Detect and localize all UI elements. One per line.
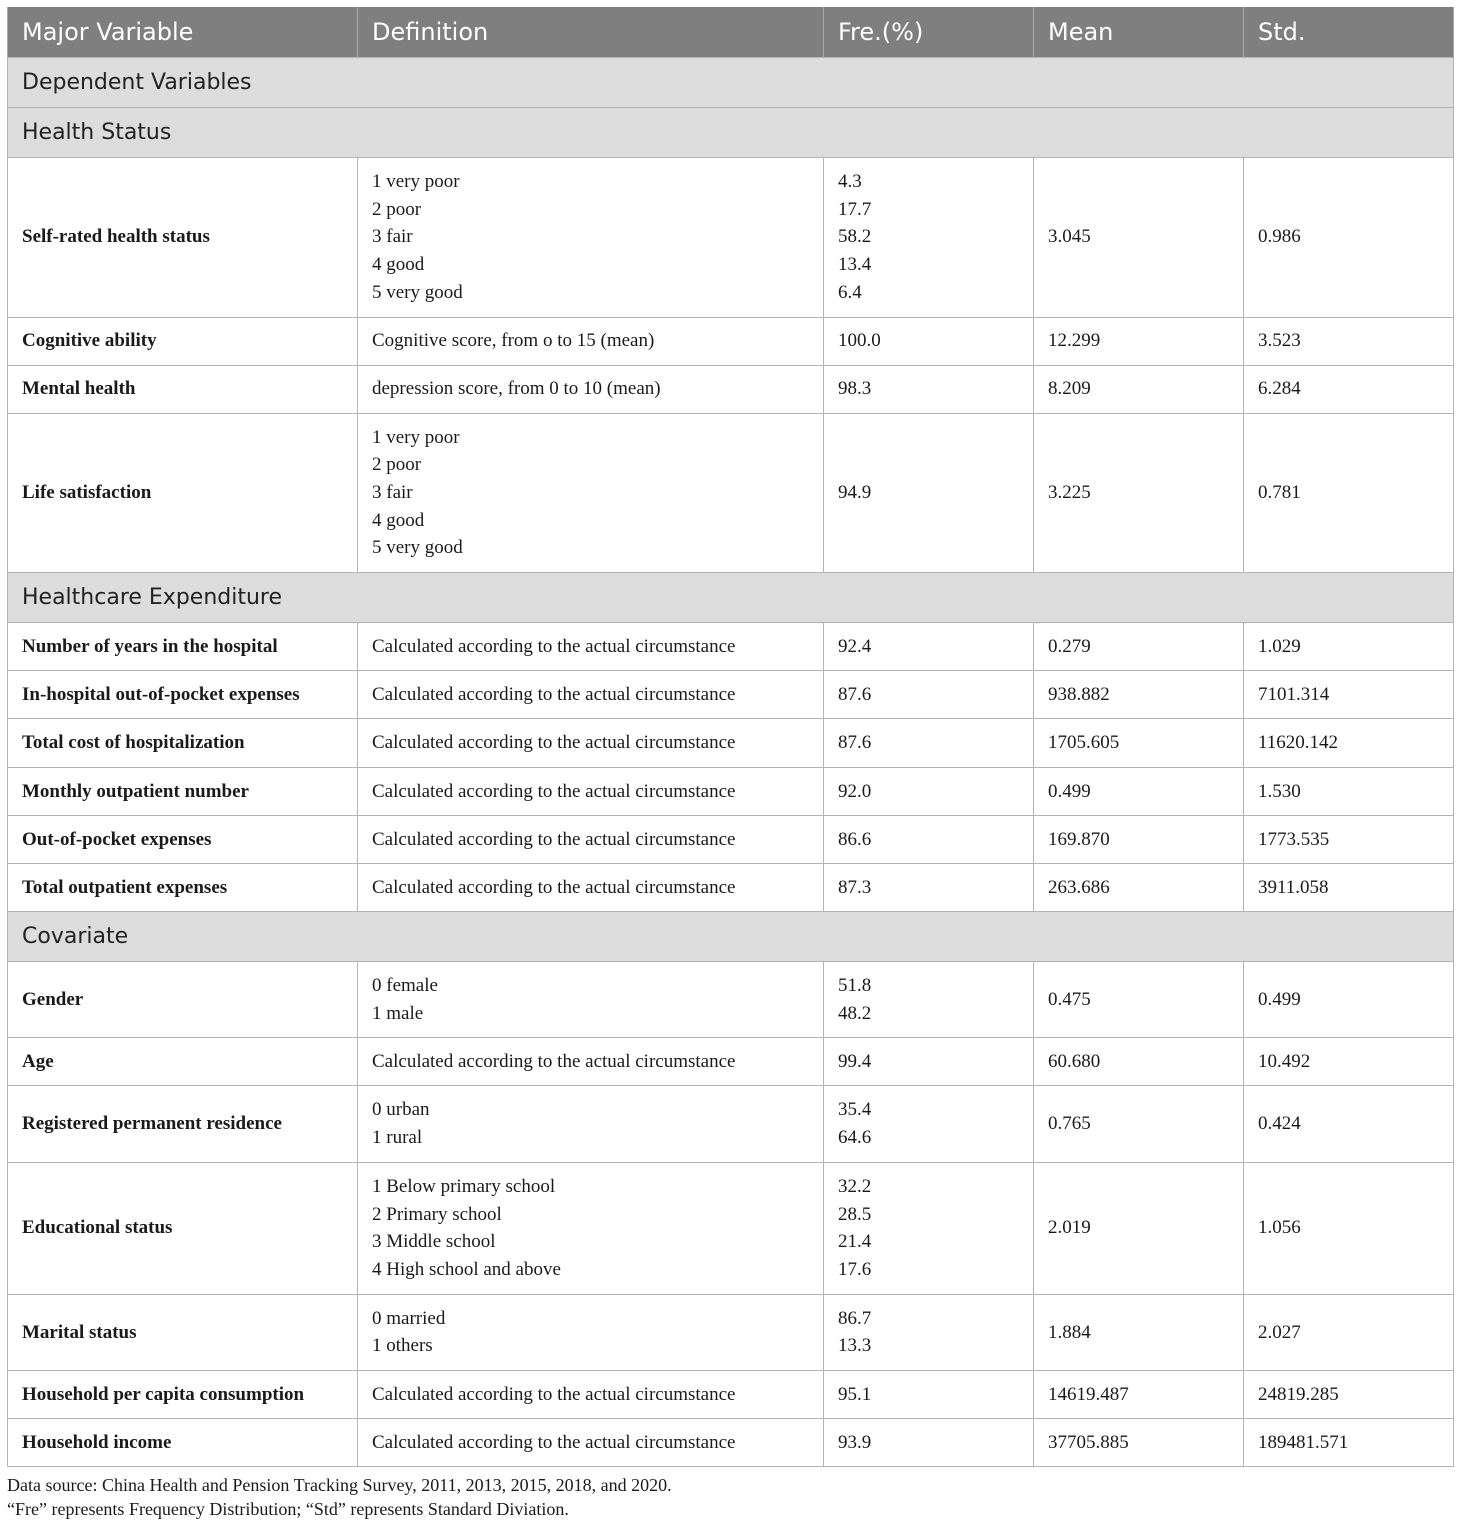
note-data-source: Data source: China Health and Pension Tracking Survey, 2011, 2013, 2015, 2018, and 2020. — [7, 1475, 672, 1495]
definition-cell — [358, 623, 824, 671]
frequency-cell — [824, 816, 1034, 864]
frequency-cell-line: 4.3 — [838, 171, 862, 192]
table-row — [8, 864, 1454, 912]
definition-cell — [358, 671, 824, 719]
definition-cell — [358, 864, 824, 912]
std-cell: 1.056 — [1244, 1162, 1454, 1294]
variable-name: Household per capita consumption — [8, 1371, 358, 1419]
mean-cell: 60.680 — [1034, 1038, 1244, 1086]
variable-name: Gender — [8, 962, 358, 1038]
frequency-cell — [824, 962, 1034, 1038]
header-definition: Definition — [358, 7, 824, 58]
table-row — [8, 1086, 1454, 1162]
std-cell: 0.781 — [1244, 413, 1454, 573]
std-cell: 0.424 — [1244, 1086, 1454, 1162]
frequency-cell-line: 86.6 — [838, 828, 872, 850]
definition-cell — [358, 816, 824, 864]
definition-cell-line: 2 poor — [372, 454, 422, 476]
mean-cell: 2.019 — [1034, 1162, 1244, 1294]
frequency-cell-line: 99.4 — [838, 1051, 872, 1073]
table-row — [8, 317, 1454, 365]
table-row — [8, 158, 1454, 318]
table-row — [8, 365, 1454, 413]
table-row — [8, 1038, 1454, 1086]
frequency-cell-line: 58.2 — [838, 226, 872, 248]
mean-cell: 0.765 — [1034, 1086, 1244, 1162]
frequency-cell-line: 32.2 — [838, 1175, 872, 1197]
frequency-cell — [824, 1162, 1034, 1294]
std-cell: 0.986 — [1244, 158, 1454, 318]
frequency-cell-line: 51.8 — [838, 975, 872, 997]
mean-cell: 37705.885 — [1034, 1419, 1244, 1467]
frequency-cell-line: 17.7 — [838, 198, 872, 220]
variable-name: Household income — [8, 1419, 358, 1467]
frequency-cell-line: 21.4 — [838, 1231, 872, 1253]
std-cell: 0.499 — [1244, 962, 1454, 1038]
definition-cell-line: Calculated according to the actual circumstance — [372, 828, 736, 850]
variable-name: Marital status — [8, 1294, 358, 1370]
frequency-cell-line: 13.4 — [838, 254, 872, 276]
table-notes — [7, 1473, 672, 1521]
frequency-cell — [824, 317, 1034, 365]
variable-name: Age — [8, 1038, 358, 1086]
definition-cell-line: Calculated according to the actual circumstance — [372, 683, 736, 705]
table-header — [8, 7, 1454, 58]
note-abbreviations: “Fre” represents Frequency Distribution; “Std” represents Standard Diviation. — [7, 1499, 569, 1519]
frequency-cell-line: 87.3 — [838, 876, 872, 898]
header-std: Std. — [1244, 7, 1454, 58]
definition-cell — [358, 768, 824, 816]
frequency-cell-line: 6.4 — [838, 281, 862, 303]
header-mean: Mean — [1034, 7, 1244, 58]
definition-cell-line: 1 rural — [372, 1127, 423, 1149]
mean-cell: 12.299 — [1034, 317, 1244, 365]
frequency-cell — [824, 365, 1034, 413]
mean-cell: 14619.487 — [1034, 1371, 1244, 1419]
std-cell: 11620.142 — [1244, 719, 1454, 768]
definition-cell-line: Calculated according to the actual circumstance — [372, 1383, 736, 1405]
table-container — [7, 7, 1453, 1467]
frequency-cell — [824, 1294, 1034, 1370]
definition-cell-line: 5 very good — [372, 537, 463, 559]
definition-cell-line: 5 very good — [372, 281, 463, 303]
definition-cell — [358, 1038, 824, 1086]
definition-cell — [358, 158, 824, 318]
definition-cell-line: 2 Primary school — [372, 1203, 502, 1225]
section-title: Covariate — [8, 912, 1454, 962]
definition-cell — [358, 1419, 824, 1467]
table-row — [8, 962, 1454, 1038]
definition-cell — [358, 719, 824, 768]
std-cell: 3.523 — [1244, 317, 1454, 365]
std-cell: 7101.314 — [1244, 671, 1454, 719]
frequency-cell — [824, 623, 1034, 671]
mean-cell: 263.686 — [1034, 864, 1244, 912]
definition-cell — [358, 1162, 824, 1294]
table-row — [8, 768, 1454, 816]
definition-cell-line: 1 very poor — [372, 171, 460, 192]
variable-name: Self-rated health status — [8, 158, 358, 318]
frequency-cell-line: 28.5 — [838, 1203, 872, 1225]
variable-name: Educational status — [8, 1162, 358, 1294]
frequency-cell-line: 98.3 — [838, 378, 872, 400]
std-cell: 2.027 — [1244, 1294, 1454, 1370]
definition-cell — [358, 1371, 824, 1419]
frequency-cell — [824, 864, 1034, 912]
section-header-row — [8, 108, 1454, 158]
variable-name: In-hospital out-of-pocket expenses — [8, 671, 358, 719]
frequency-cell-line: 92.4 — [838, 635, 872, 657]
definition-cell-line: 1 Below primary school — [372, 1175, 556, 1197]
definition-cell-line: depression score, from 0 to 10 (mean) — [372, 378, 661, 400]
table-row — [8, 816, 1454, 864]
frequency-cell-line: 93.9 — [838, 1431, 872, 1453]
definition-cell-line: 0 female — [372, 975, 438, 997]
variable-name: Monthly outpatient number — [8, 768, 358, 816]
section-title: Dependent Variables — [8, 58, 1454, 108]
frequency-cell-line: 95.1 — [838, 1383, 872, 1405]
definition-cell — [358, 317, 824, 365]
frequency-cell — [824, 719, 1034, 768]
table-row — [8, 623, 1454, 671]
definition-cell-line: 4 High school and above — [372, 1258, 561, 1280]
variable-name: Registered permanent residence — [8, 1086, 358, 1162]
variable-name: Mental health — [8, 365, 358, 413]
definition-cell-line: Calculated according to the actual circumstance — [372, 1051, 736, 1073]
definition-cell-line: 1 others — [372, 1335, 433, 1357]
definition-cell — [358, 365, 824, 413]
table-row — [8, 1162, 1454, 1294]
variable-name: Out-of-pocket expenses — [8, 816, 358, 864]
table-row — [8, 1419, 1454, 1467]
section-header-row — [8, 58, 1454, 108]
frequency-cell-line: 94.9 — [838, 481, 872, 503]
frequency-cell — [824, 1086, 1034, 1162]
definition-cell-line: 3 fair — [372, 481, 413, 503]
variable-name: Life satisfaction — [8, 413, 358, 573]
frequency-cell-line: 17.6 — [838, 1258, 872, 1280]
definition-cell-line: 2 poor — [372, 198, 422, 220]
mean-cell: 1.884 — [1034, 1294, 1244, 1370]
table-row — [8, 719, 1454, 768]
definition-cell-line: Calculated according to the actual circumstance — [372, 635, 736, 657]
mean-cell: 0.499 — [1034, 768, 1244, 816]
mean-cell: 3.225 — [1034, 413, 1244, 573]
definition-cell-line: 4 good — [372, 254, 425, 276]
std-cell: 24819.285 — [1244, 1371, 1454, 1419]
definition-cell-line: Calculated according to the actual circumstance — [372, 780, 736, 802]
section-title: Health Status — [8, 108, 1454, 158]
definition-cell-line: 0 married — [372, 1307, 446, 1329]
frequency-cell-line: 86.7 — [838, 1307, 872, 1329]
descriptive-statistics-table — [7, 7, 1454, 1467]
std-cell: 1.530 — [1244, 768, 1454, 816]
mean-cell: 0.475 — [1034, 962, 1244, 1038]
std-cell: 1.029 — [1244, 623, 1454, 671]
frequency-cell-line: 100.0 — [838, 330, 881, 352]
table-row — [8, 671, 1454, 719]
frequency-cell — [824, 158, 1034, 318]
definition-cell — [358, 1294, 824, 1370]
frequency-cell — [824, 1371, 1034, 1419]
section-title: Healthcare Expenditure — [8, 573, 1454, 623]
std-cell: 10.492 — [1244, 1038, 1454, 1086]
definition-cell-line: Calculated according to the actual circumstance — [372, 876, 736, 898]
table-row — [8, 1294, 1454, 1370]
std-cell: 6.284 — [1244, 365, 1454, 413]
std-cell: 189481.571 — [1244, 1419, 1454, 1467]
definition-cell-line: Cognitive score, from o to 15 (mean) — [372, 330, 655, 352]
frequency-cell — [824, 1419, 1034, 1467]
frequency-cell — [824, 1038, 1034, 1086]
frequency-cell-line: 35.4 — [838, 1099, 872, 1121]
std-cell: 1773.535 — [1244, 816, 1454, 864]
mean-cell: 169.870 — [1034, 816, 1244, 864]
variable-name: Total cost of hospitalization — [8, 719, 358, 768]
variable-name: Total outpatient expenses — [8, 864, 358, 912]
definition-cell-line: 1 very poor — [372, 426, 460, 448]
definition-cell-line: 4 good — [372, 509, 425, 531]
header-row — [8, 7, 1454, 58]
frequency-cell-line: 87.6 — [838, 683, 872, 705]
table-body — [8, 58, 1454, 1467]
mean-cell: 3.045 — [1034, 158, 1244, 318]
frequency-cell-line: 13.3 — [838, 1335, 872, 1357]
definition-cell-line: Calculated according to the actual circumstance — [372, 1431, 736, 1453]
definition-cell-line: 1 male — [372, 1002, 424, 1024]
header-frequency: Fre.(%) — [824, 7, 1034, 58]
definition-cell-line: 3 fair — [372, 226, 413, 248]
std-cell: 3911.058 — [1244, 864, 1454, 912]
frequency-cell-line: 92.0 — [838, 780, 872, 802]
frequency-cell — [824, 671, 1034, 719]
definition-cell — [358, 962, 824, 1038]
section-header-row — [8, 912, 1454, 962]
frequency-cell-line: 48.2 — [838, 1002, 872, 1024]
header-major-variable: Major Variable — [8, 7, 358, 58]
definition-cell — [358, 1086, 824, 1162]
variable-name: Cognitive ability — [8, 317, 358, 365]
frequency-cell — [824, 413, 1034, 573]
frequency-cell — [824, 768, 1034, 816]
mean-cell: 0.279 — [1034, 623, 1244, 671]
frequency-cell-line: 64.6 — [838, 1127, 872, 1149]
mean-cell: 8.209 — [1034, 365, 1244, 413]
table-row — [8, 413, 1454, 573]
mean-cell: 1705.605 — [1034, 719, 1244, 768]
definition-cell-line: Calculated according to the actual circumstance — [372, 732, 736, 754]
definition-cell — [358, 413, 824, 573]
mean-cell: 938.882 — [1034, 671, 1244, 719]
section-header-row — [8, 573, 1454, 623]
definition-cell-line: 0 urban — [372, 1099, 430, 1121]
variable-name: Number of years in the hospital — [8, 623, 358, 671]
definition-cell-line: 3 Middle school — [372, 1231, 496, 1253]
frequency-cell-line: 87.6 — [838, 732, 872, 754]
table-row — [8, 1371, 1454, 1419]
